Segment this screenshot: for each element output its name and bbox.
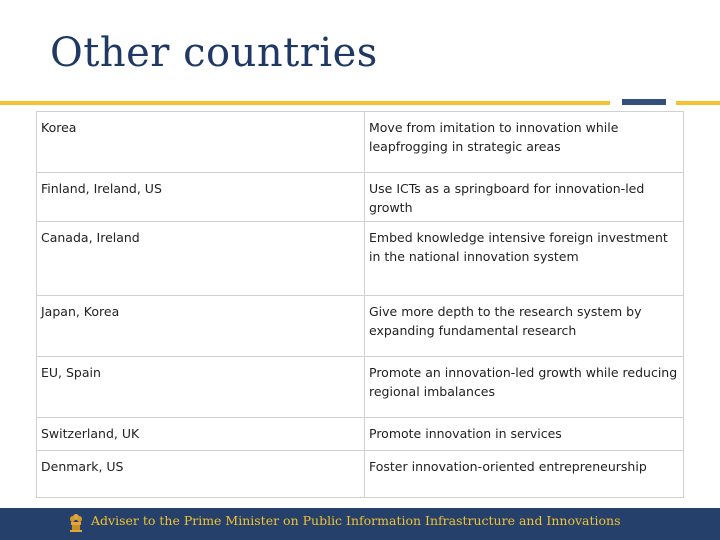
table-row (37, 173, 684, 222)
country-cell: Japan, Korea (37, 296, 365, 357)
title-underline-left (0, 101, 610, 105)
country-cell: Finland, Ireland, US (37, 173, 365, 222)
title-underline-accent (622, 99, 666, 105)
country-cell: Switzerland, UK (37, 418, 365, 451)
strategy-cell: Move from imitation to innovation while leapfrogging in strategic areas (365, 112, 684, 173)
country-cell: Denmark, US (37, 451, 365, 498)
table-row (37, 222, 684, 296)
strategy-cell: Foster innovation-oriented entrepreneurship (365, 451, 684, 498)
table-row (37, 357, 684, 418)
strategy-cell: Embed knowledge intensive foreign investment in the national innovation system (365, 222, 684, 296)
footer-bar (0, 508, 720, 540)
countries-table (36, 111, 684, 498)
table-row (37, 418, 684, 451)
country-cell: Korea (37, 112, 365, 173)
country-cell: Canada, Ireland (37, 222, 365, 296)
strategy-cell: Promote innovation in services (365, 418, 684, 451)
national-emblem-icon (68, 513, 84, 533)
table-row (37, 296, 684, 357)
country-cell: EU, Spain (37, 357, 365, 418)
footer-text: Adviser to the Prime Minister on Public Information Infrastructure and Innovations (91, 513, 621, 528)
strategy-cell: Promote an innovation-led growth while reducing regional imbalances (365, 357, 684, 418)
table-row (37, 451, 684, 498)
table-row (37, 112, 684, 173)
strategy-cell: Give more depth to the research system by expanding fundamental research (365, 296, 684, 357)
title-underline-right (676, 101, 720, 105)
strategy-cell: Use ICTs as a springboard for innovation-led growth (365, 173, 684, 222)
page-title: Other countries (50, 30, 378, 76)
